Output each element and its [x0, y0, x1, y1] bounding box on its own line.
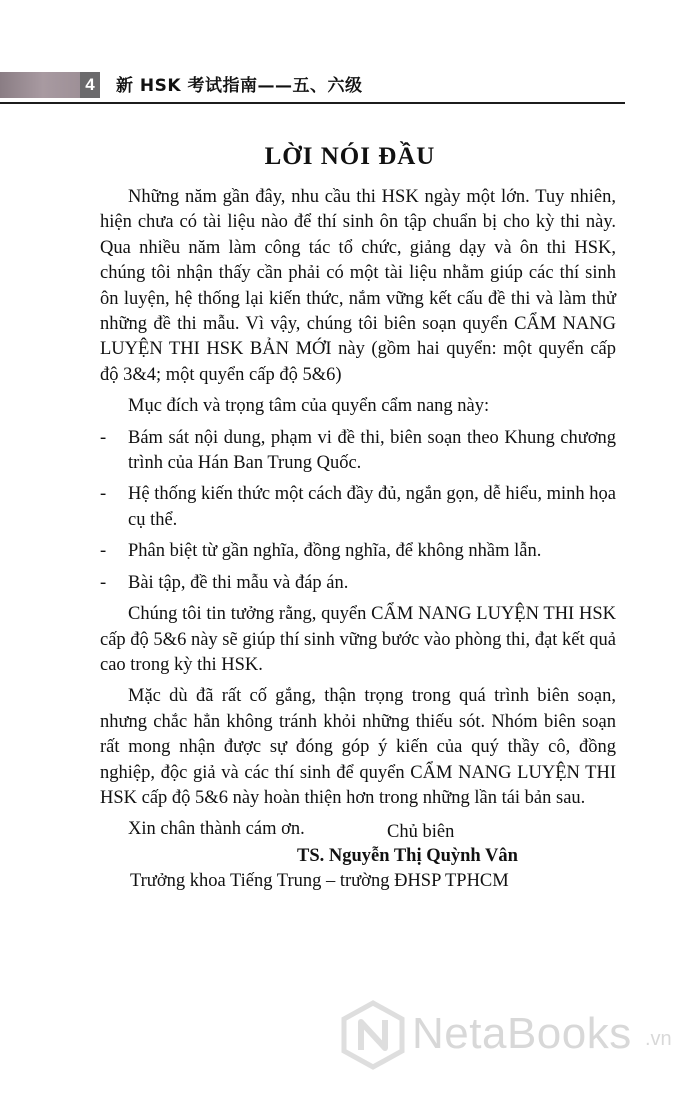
list-dash: - — [100, 427, 107, 448]
list-item-text: Bám sát nội dung, phạm vi đề thi, biên soạn theo Khung chương trình của Hán Ban Trung Quốc. — [128, 427, 616, 474]
list-dash: - — [100, 572, 107, 593]
signature-role: Chủ biên — [387, 822, 455, 842]
watermark-suffix: .vn — [645, 1028, 672, 1050]
signature-name: TS. Nguyễn Thị Quỳnh Vân — [297, 846, 518, 866]
list-item-text: Hệ thống kiến thức một cách đầy đủ, ngắn gọn, dễ hiểu, minh họa cụ thể. — [128, 484, 616, 530]
paragraph-thanks: Xin chân thành cám ơn. — [128, 819, 305, 840]
paragraph-purpose: Mục đích và trọng tâm của quyển cẩm nang này: — [128, 396, 490, 417]
signature-affiliation: Trưởng khoa Tiếng Trung – trường ĐHSP TPHCM — [130, 871, 509, 891]
running-title: 新 HSK 考试指南——五、六级 — [116, 76, 363, 96]
list-item — [100, 571, 616, 596]
page-number: 4 — [80, 72, 100, 98]
list-item — [100, 426, 616, 477]
paragraph-acknowledgement: Mặc dù đã rất cố gắng, thận trọng trong quá trình biên soạn, nhưng chắc hẳn không tránh khỏi những thiếu sót. Nhóm biên soạn rất mong nhận được sự đóng góp ý kiến của quý thầy cô, đồng nghiệp, độc giả và các thí sinh để quyển CẨM NANG LUYỆN THI HSK cấp độ 5&6 này hoàn thiện hơn trong những lần tái bản sau. — [100, 686, 616, 808]
list-item-text: Phân biệt từ gần nghĩa, đồng nghĩa, để không nhầm lẫn. — [128, 541, 542, 562]
header-divider — [0, 102, 625, 104]
list-item — [100, 539, 616, 564]
page-title: LỜI NÓI ĐẦU — [264, 143, 436, 170]
paragraph-intro: Những năm gần đây, nhu cầu thi HSK ngày một lớn. Tuy nhiên, hiện chưa có tài liệu nào để thí sinh ôn tập chuẩn bị cho kỳ thi này. Qua nhiều năm làm công tác tổ chức, giảng dạy và ôn thi HSK, chúng tôi nhận thấy cần phải có một tài liệu nhằm giúp các thí sinh ôn luyện, hệ thống lại kiến thức, nắm vững kết cấu đề thi và làm thử những đề thi mẫu. Vì vậy, chúng tôi biên soạn quyển CẨM NANG LUYỆN THI HSK BẢN MỚI này (gồm hai quyển: một quyển cấp độ 3&4; một quyển cấp độ 5&6) — [100, 187, 616, 385]
netabooks-logo-icon — [340, 1000, 406, 1070]
list-item — [100, 482, 616, 533]
watermark — [340, 1000, 690, 1070]
paragraph-belief: Chúng tôi tin tưởng rằng, quyển CẨM NANG LUYỆN THI HSK cấp độ 5&6 này sẽ giúp thí sinh vững bước vào phòng thi, đạt kết quả cao trong kỳ thi HSK. — [100, 604, 616, 675]
watermark-brand: NetaBooks — [412, 1009, 632, 1058]
list-dash: - — [100, 484, 107, 505]
preface-body — [100, 185, 616, 849]
list-item-text: Bài tập, đề thi mẫu và đáp án. — [128, 572, 349, 593]
list-dash: - — [100, 541, 107, 562]
